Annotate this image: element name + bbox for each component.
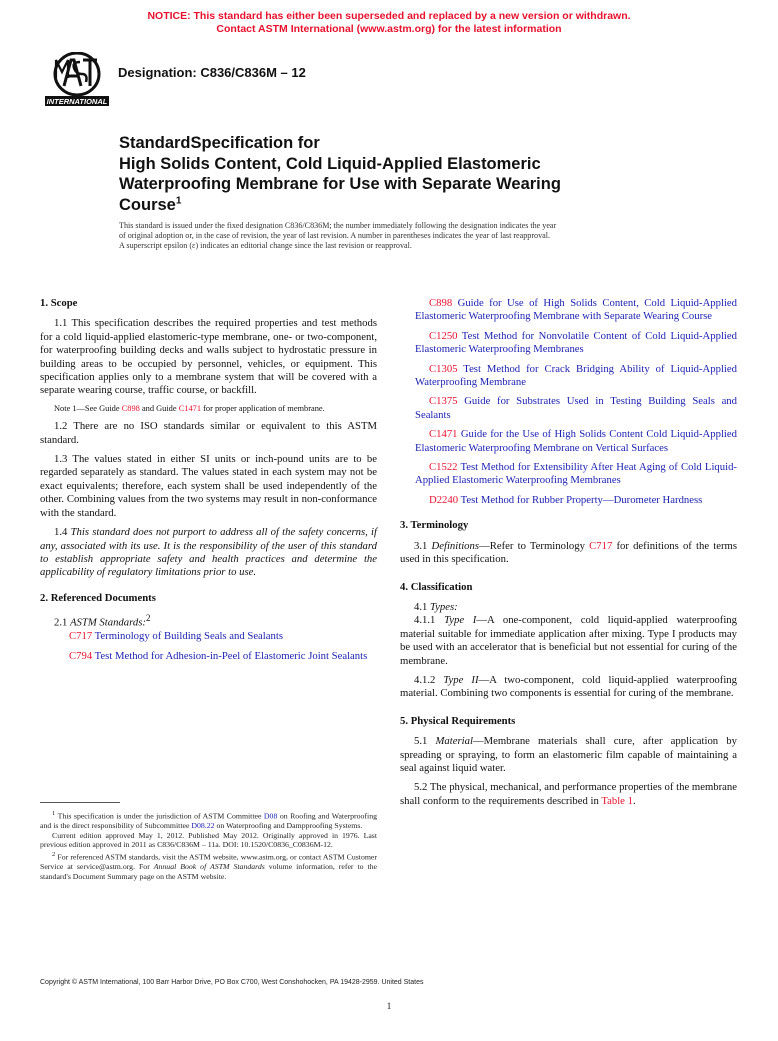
para-4-1: 4.1 Types: <box>414 600 458 613</box>
right-column <box>400 297 737 814</box>
link-d0822[interactable]: D08.22 <box>191 821 215 831</box>
para-3-1: 3.1 Definitions—Refer to Terminology C717 for definitions of the terms used in this specification. <box>400 539 737 566</box>
document-title <box>119 133 659 215</box>
section-terminology-heading: 3. Terminology <box>400 519 469 532</box>
designation: Designation: C836/C836M – 12 <box>118 65 306 80</box>
ref-list-right <box>400 297 737 507</box>
link-c1471[interactable]: C1471 <box>178 403 202 413</box>
section-referenced-heading: 2. Referenced Documents <box>40 591 156 604</box>
footnote-1-edition: Current edition approved May 1, 2012. Published May 2012. Originally approved in 1976. Last previous edition approved in 2011 as C836/C836M – 11a. DOI: 10.1520/C0836_C0836M-12. <box>40 830 377 850</box>
title-line-3: Waterproofing Membrane for Use with Separate Wearing <box>119 175 561 193</box>
ref-c1250[interactable]: C1250 Test Method for Nonvolatile Content of Cold Liquid-Applied Elastomeric Waterproofing Membranes <box>415 329 737 356</box>
link-d08[interactable]: D08 <box>263 811 278 821</box>
link-table-1[interactable]: Table 1 <box>601 794 633 807</box>
link-c717[interactable]: C717 <box>589 539 613 552</box>
title-line-4: Course$^1$ <box>119 195 182 214</box>
footnote-1: $^1$ This specification is under the jurisdiction of ASTM Committee D08 on Roofing and Waterproofing and is the direct responsibility of Subcommittee D08.22 on Waterproofing and Dampproofing Systems. <box>40 810 377 831</box>
svg-text:INTERNATIONAL: INTERNATIONAL <box>46 97 108 106</box>
ref-c1305[interactable]: C1305 Test Method for Crack Bridging Ability of Liquid-Applied Waterproofing Membrane <box>415 362 737 389</box>
para-4-1-2: 4.1.2 Type II—A two-component, cold liquid-applied waterproofing material. Combining two components is essential for curing of the membrane. <box>400 673 737 700</box>
link-c898[interactable]: C898 <box>121 403 140 413</box>
notice-line-1: NOTICE: This standard has either been superseded and replaced by a new version or withdrawn. <box>147 10 631 22</box>
ref-c717[interactable]: C717 Terminology of Building Seals and Sealants <box>69 630 283 643</box>
ref-c794[interactable]: C794 Test Method for Adhesion-in-Peel of Elastomeric Joint Sealants <box>69 649 368 662</box>
ref-c898[interactable]: C898 Guide for Use of High Solids Content, Cold Liquid-Applied Elastomeric Waterproofing Membrane with Separate Wearing Course <box>415 297 737 323</box>
astm-logo-icon <box>42 52 112 108</box>
title-footnote-ref[interactable]: 1 <box>175 195 182 206</box>
withdrawal-notice <box>0 10 778 36</box>
page-number: 1 <box>386 1001 392 1011</box>
copyright-line: Copyright © ASTM International, 100 Barr Harbor Drive, PO Box C700, West Conshohocken, PA 19428-2959. United States <box>40 979 424 986</box>
section-scope-heading: 1. Scope <box>40 297 78 309</box>
para-5-2: 5.2 The physical, mechanical, and performance properties of the membrane shall conform to the requirements described in Table 1. <box>400 781 737 807</box>
para-2-1: 2.1 ASTM Standards:$^2$ <box>54 613 151 629</box>
para-1-4: 1.4 This standard does not purport to address all of the safety concerns, if any, associated with its use. It is the responsibility of the user of this standard to establish appropriate safety and health practices and determine the applicability of regulatory limitations prior to use. <box>40 526 377 579</box>
ref-d2240[interactable]: D2240 Test Method for Rubber Property—Durometer Hardness <box>429 493 703 506</box>
issuance-note: This standard is issued under the fixed designation C836/C836M; the number immediately following the designation indicates the year of original adoption or, in the case of revision, the year of last revision. A number in parentheses indicates the year of last reapproval. A superscript epsilon (ε) indicates an editorial change since the last revision or reapproval. <box>119 221 557 250</box>
notice-line-2: Contact ASTM International (www.astm.org) for the latest information <box>216 23 562 35</box>
ref-c1375[interactable]: C1375 Guide for Substrates Used in Testing Building Seals and Sealants <box>415 395 737 421</box>
note-1: Note 1—See Guide C898 and Guide C1471 for proper application of membrane. <box>54 403 325 413</box>
para-1-2: 1.2 There are no ISO standards similar or equivalent to this ASTM standard. <box>40 420 377 446</box>
left-column <box>40 297 377 669</box>
footnotes <box>40 809 377 881</box>
title-line-1: StandardSpecification for <box>119 134 320 152</box>
ref-c1522[interactable]: C1522 Test Method for Extensibility After Heat Aging of Cold Liquid-Applied Elastomeric Waterproofing Membranes <box>415 461 737 487</box>
para-4-1-1: 4.1.1 Type I—A one-component, cold liquid-applied waterproofing material suitable for immediate application after mixing. Type I products may be used with an accelerator that is beneficial but not essential for curing of the membrane. <box>400 614 737 667</box>
para-1-1: 1.1 This specification describes the required properties and test methods for a cold liquid-applied elastomeric-type membrane, one- or two-component, for waterproofing building decks and walls subject to hydrostatic pressure in building areas to be occupied by personnel, vehicles, or equipment. This specification applies only to a membrane system that will be covered with a separate wearing course, traffic course, or backfill. <box>40 317 377 397</box>
para-1-3: 1.3 The values stated in either SI units or inch-pound units are to be regarded separately as standard. The values stated in each system may not be exact equivalents; therefore, each system shall be used independently of the other. Combining values from the two systems may result in non-conformance with the standard. <box>40 453 377 519</box>
astm-logo <box>42 52 112 108</box>
ref-c1471[interactable]: C1471 Guide for the Use of High Solids Content Cold Liquid-Applied Elastomeric Waterproofing Membrane on Vertical Surfaces <box>415 428 737 454</box>
section-classification-heading: 4. Classification <box>400 580 473 593</box>
para-5-1: 5.1 Material—Membrane materials shall cure, after application by spreading or spraying, to form an elastomeric film capable of maintaining a seal against liquid water. <box>400 735 737 774</box>
section-physical-heading: 5. Physical Requirements <box>400 714 516 727</box>
footnote-divider <box>40 802 120 803</box>
ref-list-left <box>40 630 377 663</box>
footnote-2: $^2$ For referenced ASTM standards, visit the ASTM website, www.astm.org, or contact ASTM Customer Service at service@astm.org. For Annual Book of ASTM Standards volume information, refer to the standard's Document Summary page on the ASTM website. <box>40 850 377 881</box>
title-line-2: High Solids Content, Cold Liquid-Applied Elastomeric <box>119 154 541 173</box>
